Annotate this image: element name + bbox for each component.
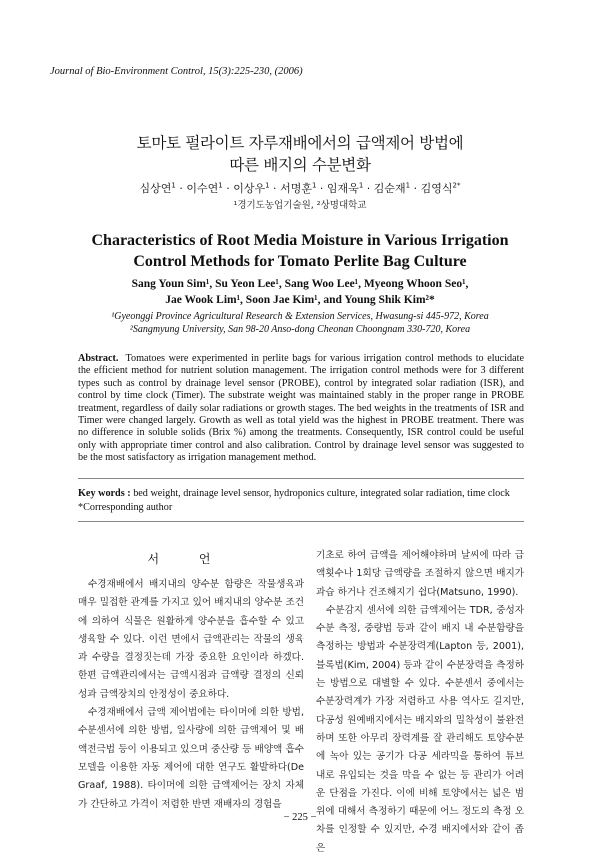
english-title-line2: Control Methods for Tomato Perlite Bag Culture	[133, 253, 467, 270]
english-authors-line2: Jae Wook Lim¹, Soon Jae Kim¹, and Young Shik Kim²*	[165, 294, 435, 306]
left-paragraph-2: 수경재배에서 급액 제어법에는 타이머에 의한 방법, 수분센서에 의한 방법, 일사량에 의한 급액제어 및 배액전극법 등이 이용되고 있으며 중산량 등 배양액 흡수 모델을 이용한 자동 제어에 대한 연구도 활발하다(De Graaf, 1988). 타이머에 의한 급액제어는 장치 자체가 간단하고 가격이 저렴한 반면 재배자의 경험을	[78, 707, 304, 810]
english-authors	[0, 276, 600, 308]
author-affiliation-mark: 1	[358, 181, 364, 190]
author-affiliation-mark: 1	[311, 181, 317, 190]
korean-author: 김순재$^1$	[373, 181, 411, 195]
page-number: − 225 −	[283, 812, 317, 823]
korean-author: 이상우$^1$	[233, 181, 270, 195]
korean-affiliations: ¹경기도농업기술원, ²상명대학교	[233, 200, 367, 211]
divider-bottom	[78, 521, 524, 522]
right-paragraph-2: 수분감지 센서에 의한 급액제어는 TDR, 중성자 수분 측정, 중량법 등과 같이 배지 내 수분함량을 측정하는 방법과 수분장력계(Lapton 등, 2001), 블록법(Kim, 2004) 등과 같이 수분장력을 측정하는 방법으로 대별할 수 있다. 수분센서 중에서는 수분장력계가 가장 저렴하고 사용 역사도 길지만, 다공성 원예배지에서는 배지와의 밀착성이 불완전하며 또한 아무리 장력계를 잘 관리해도 토양수분에 녹아 있는 공기가 다공 세라믹을 통하여 튜브 내로 유입되는 것을 막을 수 없는 등 관리가 어려운 단점을 가진다. 이에 비해 토양에서는 넓은 범위에 대해서 측정하기 때문에 어느 정도의 측정 오차를 인정할 수 있지만, 수경 배지에서와 같이 좁은	[316, 604, 524, 854]
english-affil-line1: ¹Gyeonggi Province Agricultural Research & Extension Services, Hwasung-si 445-972, Korea	[111, 311, 489, 322]
author-affiliation-mark: 1	[171, 181, 176, 190]
author-separator: ·	[363, 182, 374, 195]
english-title-line1: Characteristics of Root Media Moisture in Various Irrigation	[91, 232, 509, 249]
english-affil-line2: ²Sangmyung University, San 98-20 Anso-dong Cheonan Choongnam 330-720, Korea	[129, 324, 471, 335]
abstract-label: Abstract.	[78, 353, 119, 364]
korean-author: 심상연$^1$	[139, 181, 176, 195]
left-paragraph-1: 수경재배에서 배지내의 양수분 함량은 작물생육과 매우 밀접한 관계를 가지고 있어 배지내의 양수분 조건에 의하여 식물은 원활하게 양수분을 흡수할 수 있고 생육할 수 있다. 이런 면에서 급액관리는 작물의 생육과 수량을 결정짓는데 가장 중요한 요인이라 하겠다. 한편 급액관리에서는 급액시점과 급액량 결정의 신뢰성과 급액장치의 안정성이 중요하다.	[78, 579, 304, 700]
abstract-text: Tomatoes were experimented in perlite bags for various irrigation control methods to elucidate the efficient method for nutrient solution management. The irrigation control methods were for 3 different types such as control by drainage level sensor (PROBE), control by integrated solar radiation (ISR), and control by time clock (Timer). The substrate weight was maintained stably in the proper range in PROBE treatment, regardless of daily solar radiations or growth stages. The bed weights in the treatments of ISR and Timer were changed largely. Growth as well as total yield was the highest in PROBE treatment. There was no difference in soluble solids (Brix %) among the treatments. Consequently, ISR control could be useful only with appropriate timer control and also calibration. Control by drainage level sensor was suggested to be the most satisfactory as irrigation management method.	[78, 353, 524, 464]
right-paragraph-1: 기초로 하여 급액을 제어해야하며 날씨에 따라 급액횟수나 1회당 급액량을 조절하지 않으면 배지가 과습 하거나 건조해지기 쉽다(Matsuno, 1990).	[316, 550, 524, 598]
section-heading-introduction: 서 언	[147, 552, 229, 566]
korean-author: 김영식$^{2*}$	[420, 181, 461, 195]
korean-author: 서명훈$^1$	[280, 181, 317, 195]
keywords	[78, 487, 524, 500]
keywords-label: Key words :	[78, 488, 131, 499]
korean-title-line1: 토마토 펄라이트 자루재배에서의 급액제어 방법에	[136, 134, 464, 152]
english-title	[0, 230, 600, 272]
corresponding-author-note: *Corresponding author	[78, 502, 173, 513]
author-separator: ·	[222, 182, 234, 195]
korean-author: 이수연$^1$	[186, 181, 223, 195]
author-affiliation-mark: 1	[218, 181, 223, 190]
journal-citation: Journal of Bio-Environment Control, 15(3):225-230, (2006)	[50, 66, 303, 77]
english-affiliations	[0, 310, 600, 336]
author-separator: ·	[316, 182, 327, 195]
korean-title-line2: 따른 배지의 수분변화	[229, 156, 371, 174]
abstract	[78, 353, 524, 465]
author-affiliation-mark: 1	[265, 181, 270, 190]
left-column	[78, 576, 304, 814]
author-affiliation-mark: 1	[405, 181, 411, 190]
korean-authors	[0, 180, 600, 196]
keywords-text: bed weight, drainage level sensor, hydroponics culture, integrated solar radiation, time clock	[133, 488, 510, 499]
korean-title	[0, 132, 600, 176]
author-affiliation-mark: 2*	[452, 181, 461, 190]
author-separator: ·	[175, 182, 187, 195]
author-separator: ·	[410, 182, 421, 195]
english-authors-line1: Sang Youn Sim¹, Su Yeon Lee¹, Sang Woo Lee¹, Myeong Whoon Seo¹,	[131, 278, 469, 290]
korean-author: 임재욱$^1$	[326, 181, 364, 195]
divider-top	[78, 478, 524, 479]
author-separator: ·	[269, 182, 281, 195]
